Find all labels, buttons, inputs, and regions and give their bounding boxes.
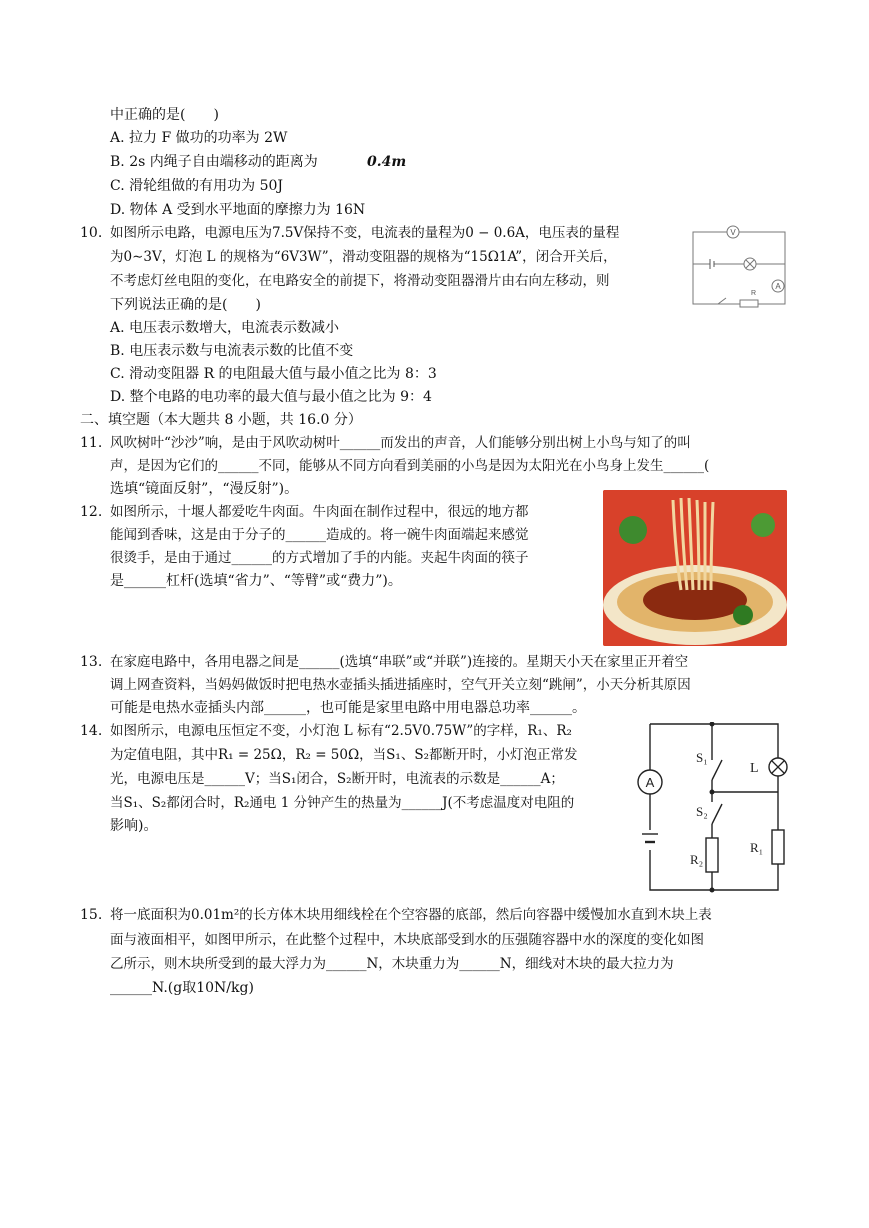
switch-s2-label: S₂	[696, 804, 708, 819]
voltmeter-label: V	[730, 228, 736, 237]
q10-option-d: D. 整个电路的电功率的最大值与最小值之比为 9：4	[110, 389, 432, 405]
q10-option-a: A. 电压表示数增大，电流表示数减小	[110, 320, 340, 336]
resistor-r2-icon	[706, 838, 718, 872]
q13-line-1: 在家庭电路中，各用电器之间是______(选填“串联”或“并联”)连接的。星期天小天在家里正开着空	[110, 654, 689, 670]
q15-line-4: ______N.(g取10N/kg)	[110, 980, 254, 996]
q10-line-2: 为0∼3V，灯泡 L 的规格为“6V3W”，滑动变阻器的规格为“15Ω1A”，闭合开关后，	[110, 249, 617, 265]
q15-line-3: 乙所示，则木块所受到的最大浮力为______N，木块重力为______N，细线对木块的最大拉力为	[110, 956, 674, 972]
q12-line-3: 很烫手，是由于通过______的方式增加了手的内能。夹起牛肉面的筷子	[110, 550, 529, 566]
q14-line-2: 为定值电阻，其中R₁ = 25Ω，R₂ = 50Ω，当S₁、S₂都断开时，小灯泡正常发	[110, 747, 578, 763]
q10-line-4: 下列说法正确的是( )	[110, 297, 261, 313]
q10-option-c: C. 滑动变阻器 R 的电阻最大值与最小值之比为 8：3	[110, 366, 437, 382]
q14-line-3: 光，电源电压是______V；当S₁闭合，S₂断开时，电流表的示数是______A；	[110, 771, 564, 787]
q14-number: 14.	[80, 723, 103, 739]
q10-line-3: 不考虑灯丝电阻的变化，在电路安全的前提下，将滑动变阻器滑片由右向左移动，则	[110, 273, 610, 289]
q9-option-c: C. 滑轮组做的有用功为 50J	[110, 178, 283, 194]
q12-line-1: 如图所示，十堰人都爱吃牛肉面。牛肉面在制作过程中，很远的地方都	[110, 504, 529, 520]
rheostat-label: R	[751, 290, 757, 297]
beef-noodle-image	[603, 490, 787, 646]
resistor-r1-icon	[772, 830, 784, 864]
q10-option-b: B. 电压表示数与电流表示数的比值不变	[110, 343, 354, 359]
switch-s1-label: S₁	[696, 750, 708, 765]
q9-option-b: B. 2s 内绳子自由端移动的距离为	[110, 154, 318, 170]
q14-circuit-diagram	[630, 722, 795, 894]
q11-number: 11.	[80, 435, 103, 451]
q9-option-a: A. 拉力 F 做功的功率为 2W	[110, 130, 288, 146]
q15-line-1: 将一底面积为0.01m²的长方体木块用细线栓在个空容器的底部，然后向容器中缓慢加水直到木块上表	[110, 907, 712, 923]
q13-line-3: 可能是电热水壶插头内部______，也可能是家里电路中用电器总功率______。	[110, 700, 586, 716]
lamp-label: L	[750, 761, 759, 776]
q9-tail: 中正确的是( )	[110, 107, 219, 123]
resistor-r1-label: R₁	[750, 840, 764, 855]
ammeter-label: A	[775, 282, 781, 291]
q13-line-2: 调上网查资料，当妈妈做饭时把电热水壶插头插进插座时，空气开关立刻“跳闸”，小天分析其原因	[110, 677, 691, 693]
q12-line-4: 是______杠杆(选填“省力”、“等臂”或“费力”)。	[110, 573, 402, 589]
q12-line-2: 能闻到香味，这是由于分子的______造成的。将一碗牛肉面端起来感觉	[110, 527, 529, 543]
section-heading: 二、填空题（本大题共 8 小题，共 16.0 分）	[80, 412, 362, 428]
q11-line-2: 声，是因为它们的______不同，能够从不同方向看到美丽的小鸟是因为太阳光在小鸟身上发生______(	[110, 458, 710, 474]
q10-line-1: 如图所示电路，电源电压为7.5V保持不变，电流表的量程为0 − 0.6A，电压表的量程	[110, 225, 620, 241]
q11-line-1: 风吹树叶“沙沙”响，是由于风吹动树叶______而发出的声音，人们能够分别出树上小鸟与知了的叫	[110, 435, 691, 451]
q13-number: 13.	[80, 654, 103, 670]
q10-circuit-diagram	[688, 222, 793, 310]
q9-option-b-value: 0.4m	[367, 154, 407, 170]
q14-line-1: 如图所示，电源电压恒定不变，小灯泡 L 标有“2.5V0.75W”的字样，R₁、R₂	[110, 723, 572, 739]
rheostat-icon	[740, 300, 758, 307]
q15-number: 15.	[80, 907, 103, 923]
q11-line-3: 选填“镜面反射”，“漫反射”)。	[110, 481, 299, 497]
ammeter-label: A	[645, 775, 655, 790]
q10-number: 10.	[80, 225, 103, 241]
q14-line-5: 影响)。	[110, 818, 158, 834]
q15-line-2: 面与液面相平，如图甲所示，在此整个过程中，木块底部受到水的压强随容器中水的深度的变化如图	[110, 932, 704, 948]
q9-option-d: D. 物体 A 受到水平地面的摩擦力为 16N	[110, 202, 366, 218]
switch-icon	[718, 298, 726, 304]
q14-line-4: 当S₁、S₂都闭合时，R₂通电 1 分钟产生的热量为______J(不考虑温度对电阻的	[110, 795, 575, 811]
q12-number: 12.	[80, 504, 103, 520]
resistor-r2-label: R₂	[690, 852, 704, 867]
